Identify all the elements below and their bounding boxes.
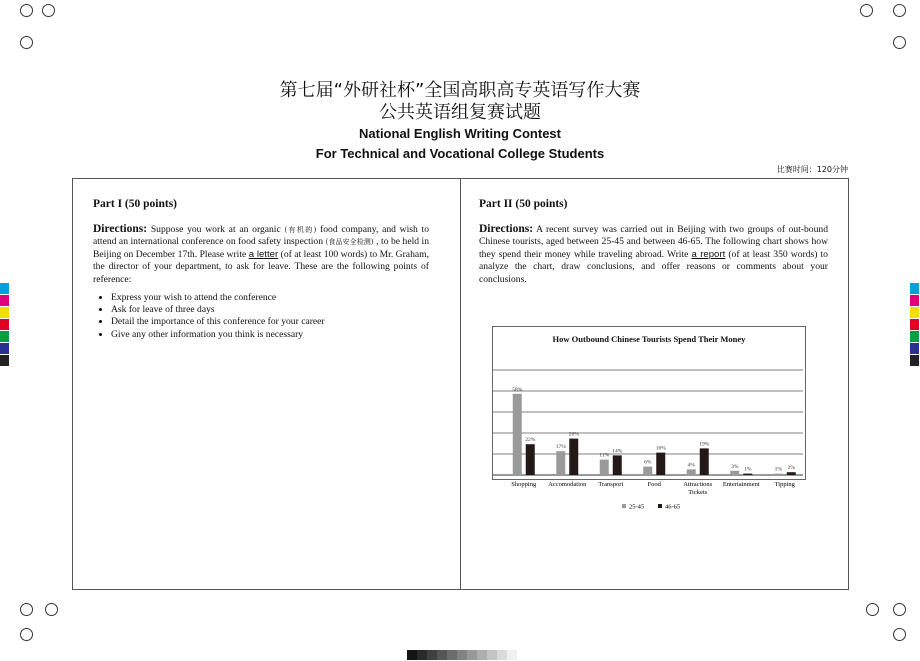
- data-label: 17%: [555, 444, 566, 451]
- tick-label: Shopping: [511, 481, 537, 488]
- color-bar: [910, 307, 919, 318]
- bar-25-45: [556, 451, 565, 475]
- text: food company, and wish to attend an international conference on food safety inspection: [93, 223, 429, 248]
- color-bar: [0, 343, 9, 354]
- registration-mark-icon: [20, 4, 33, 17]
- gray-bar: [497, 650, 507, 660]
- tick-label: Transport: [598, 481, 624, 488]
- title-cn-1: 第七届“外研社杯”全国高职高专英语写作大赛: [279, 80, 641, 101]
- bar-25-45: [730, 471, 739, 475]
- color-bar: [0, 319, 9, 330]
- registration-mark-icon: [893, 36, 906, 49]
- gray-bar: [427, 650, 437, 660]
- points-list: [93, 292, 429, 342]
- underlined-task: a report: [691, 248, 726, 260]
- registration-mark-icon: [866, 603, 879, 616]
- gray-bar: [437, 650, 447, 660]
- data-label: 6%: [644, 459, 652, 466]
- tick-label: Food: [647, 481, 661, 488]
- registration-mark-icon: [20, 36, 33, 49]
- chart-title: How Outbound Chinese Tourists Spend Their Money: [552, 334, 746, 344]
- color-bar: [910, 343, 919, 354]
- data-label: 19%: [699, 441, 710, 448]
- tick-label: Entertainment: [722, 481, 760, 488]
- text: (of at least 100 words) to Mr. Graham, the director of your department, to ask for leave. These are the following points of reference:: [93, 248, 429, 285]
- data-label: 2%: [787, 465, 795, 472]
- column-divider: [460, 178, 461, 589]
- part1-directions: [93, 223, 429, 287]
- color-bar: [910, 319, 919, 330]
- title-en-1: National English Writing Contest: [359, 126, 561, 141]
- bar-46-65: [656, 453, 665, 475]
- list-item: • Ask for leave of three days: [111, 304, 429, 316]
- color-bar: [0, 355, 9, 366]
- color-bar: [910, 331, 919, 342]
- list-item: • Give any other information you think is necessary: [111, 329, 429, 341]
- data-label: 1%: [744, 466, 752, 473]
- time-limit: 比赛时间：120分钟: [776, 165, 848, 174]
- data-label: 1%: [774, 466, 782, 473]
- data-label: 3%: [731, 463, 739, 470]
- registration-mark-icon: [893, 603, 906, 616]
- data-label: 11%: [599, 452, 610, 459]
- directions-label: Directions:: [479, 222, 534, 235]
- part2-column: [479, 198, 828, 287]
- data-label: 22%: [525, 437, 536, 444]
- data-label: 4%: [687, 462, 695, 469]
- underlined-task: a letter: [248, 248, 279, 260]
- bar-46-65: [700, 448, 709, 475]
- bar-25-45: [774, 474, 783, 475]
- note: (食品安全检测): [325, 238, 374, 247]
- color-bar: [0, 295, 9, 306]
- data-label: 58%: [512, 386, 523, 393]
- list-item: • Detail the importance of this conference for your career: [111, 316, 429, 328]
- gray-bar: [507, 650, 517, 660]
- tick-label: Accomodation: [548, 481, 587, 488]
- color-bar: [0, 331, 9, 342]
- color-bar: [910, 355, 919, 366]
- tick-label: Attractions: [683, 481, 713, 488]
- legend-label: 25-45: [629, 503, 645, 511]
- legend-label: 46-65: [665, 503, 681, 511]
- legend-swatch: [622, 504, 626, 508]
- data-label: 16%: [655, 445, 666, 452]
- registration-mark-icon: [42, 4, 55, 17]
- tick-label: Tipping: [774, 481, 795, 488]
- registration-mark-icon: [893, 4, 906, 17]
- text: (of at least 350 words) to analyze the chart, draw conclusions, and offer reasons or comments about your conclusions.: [479, 248, 828, 285]
- bar-25-45: [600, 460, 609, 475]
- directions-label: Directions:: [93, 222, 148, 235]
- bar-46-65: [787, 472, 796, 475]
- part1-heading: Part I (50 points): [93, 198, 178, 210]
- note: (有机的): [284, 225, 317, 234]
- part1-column: [93, 198, 429, 341]
- bar-25-45: [513, 394, 522, 475]
- bar-46-65: [743, 474, 752, 475]
- bar-46-65: [613, 455, 622, 475]
- part2-directions: [479, 223, 828, 287]
- gray-bar: [477, 650, 487, 660]
- bar-chart: [492, 326, 806, 516]
- list-item: • Express your wish to attend the conference: [111, 292, 429, 304]
- legend-swatch: [658, 504, 662, 508]
- registration-mark-icon: [893, 628, 906, 641]
- text: , to be held in Beijing on December 17th. Please write: [93, 236, 429, 260]
- data-label: 26%: [568, 431, 579, 438]
- text: A recent survey was carried out in Beijing with two groups of out-bound Chinese tourists, aged between 25-45 and between 46-65. The following chart shows how they spend their money while traveling abroad. Write: [479, 223, 828, 260]
- registration-mark-icon: [860, 4, 873, 17]
- title-en-2: For Technical and Vocational College Students: [315, 146, 605, 161]
- color-bar: [910, 283, 919, 294]
- gray-bar: [447, 650, 457, 660]
- color-bar: [0, 283, 9, 294]
- gray-bar: [487, 650, 497, 660]
- registration-mark-icon: [45, 603, 58, 616]
- gray-bar: [467, 650, 477, 660]
- gray-bar: [457, 650, 467, 660]
- tick-label: Tickets: [688, 489, 708, 496]
- part2-heading: Part II (50 points): [479, 198, 568, 210]
- color-bar: [910, 295, 919, 306]
- data-label: 14%: [612, 448, 623, 455]
- gray-bar: [407, 650, 417, 660]
- bar-46-65: [526, 444, 535, 475]
- color-bar: [0, 307, 9, 318]
- title-cn-2: 公共英语组复赛试题: [379, 102, 541, 123]
- gray-bar: [417, 650, 427, 660]
- text: Suppose you work at an organic: [147, 223, 285, 235]
- bar-25-45: [687, 469, 696, 475]
- registration-mark-icon: [20, 628, 33, 641]
- bar-25-45: [643, 467, 652, 475]
- registration-mark-icon: [20, 603, 33, 616]
- bar-46-65: [569, 439, 578, 475]
